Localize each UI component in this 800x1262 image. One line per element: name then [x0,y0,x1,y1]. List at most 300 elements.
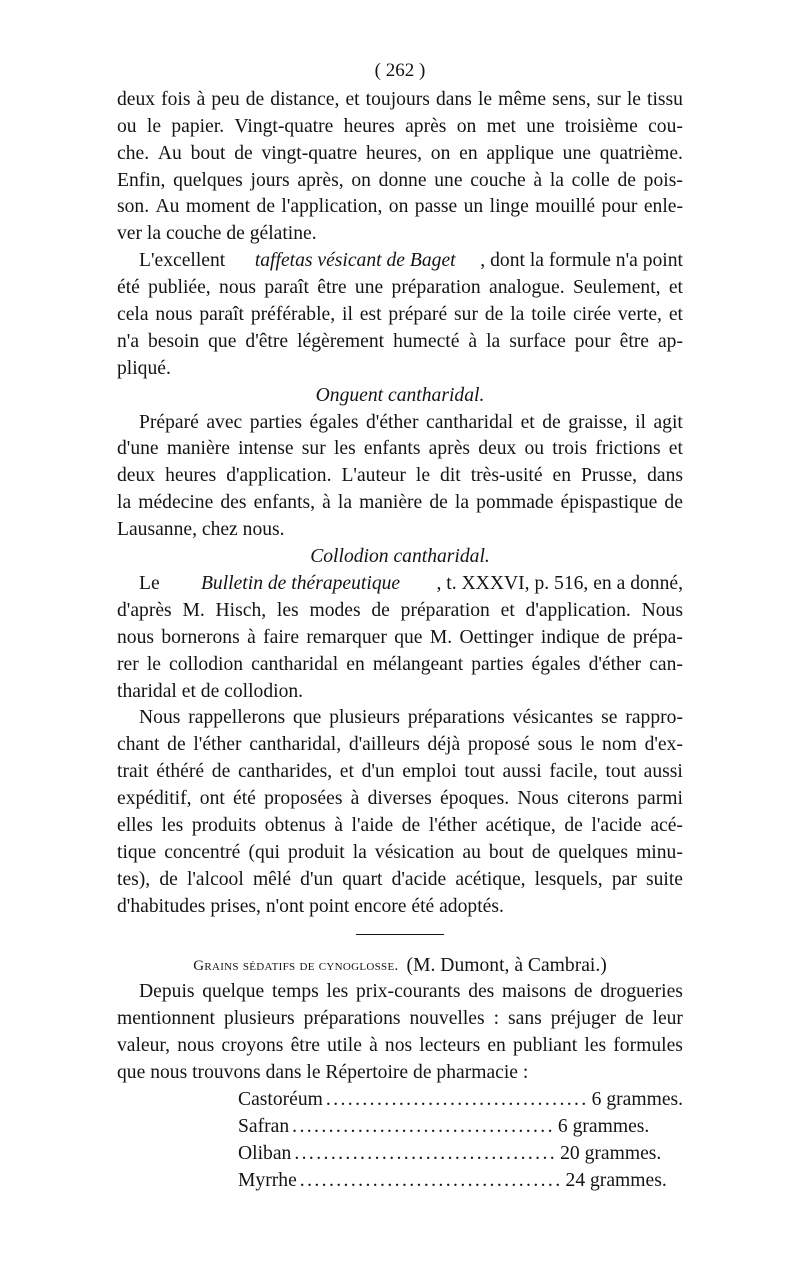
word: des [468,981,495,1003]
word: on [388,196,409,218]
word: et [345,88,360,110]
word: mouillé [535,196,596,218]
word: graisse, [568,411,628,433]
word: ont [199,788,225,810]
word: proposé [467,734,530,756]
word: Nous [517,788,559,810]
word: de [617,169,636,191]
word: deux [117,465,156,487]
italic-title: Bulletin de thérapeutique [200,572,401,594]
word: sans [508,1008,542,1030]
word: préjuger [550,1008,617,1030]
word: moment [185,196,251,218]
word: M. [429,626,453,648]
word: époques. [440,788,510,810]
word: heures [165,465,217,487]
word: faire [263,626,300,648]
leader-dots: .................................... [294,1142,558,1164]
word: mêlé [252,868,292,890]
word: une [562,142,591,164]
word: d'une [117,438,159,460]
word: paraît [199,304,244,326]
word: d'éther [366,411,419,433]
ingredient-quantity: 6 grammes. [591,1088,684,1110]
word: le [477,88,493,110]
word: paraît [264,277,309,299]
word: de [167,734,186,756]
text-line [117,490,683,517]
word: ou [524,438,545,460]
word: troisième [564,115,638,137]
word: la [117,492,132,514]
word: quatrième. [599,142,683,164]
word: aussi [643,761,683,783]
word: agit [653,411,683,433]
word: enfants, [253,492,316,514]
word: de [234,142,253,164]
word: publiée, [148,277,211,299]
heading-onguent-cantharidal: Onguent cantharidal. [315,384,485,406]
word: vésicantes [512,707,594,729]
word: avec [206,411,243,433]
word: leur [652,1008,683,1030]
word: : [493,1008,500,1030]
text-line [117,813,683,840]
word: expéditif, [117,788,192,810]
word: d'application. [226,465,332,487]
word: d'acide [391,868,447,890]
word: nos [384,1035,413,1057]
word: d'être [245,330,289,352]
word: cela [117,304,149,326]
ingredient-quantity: 20 grammes. [560,1142,662,1164]
word: chant [117,734,160,756]
word: d'après [117,599,172,621]
text-line [117,652,683,679]
word: trois [552,438,588,460]
word: acétique, [455,868,526,890]
word: analogue. [489,277,565,299]
recipe-row [238,1168,667,1195]
word: humecté [393,330,460,352]
word: de [573,981,593,1003]
word: de [256,196,276,218]
word: en [552,465,572,487]
leader-dots: .................................... [299,1169,563,1191]
word: d'un [300,868,334,890]
word: temps [271,981,319,1003]
word: que [394,626,423,648]
word: la [510,304,525,326]
text-line: Lausanne, chez nous. [117,519,285,541]
word: de [211,761,231,783]
word: colle [571,169,610,191]
word: pour [574,330,611,352]
text-line [117,1033,683,1060]
word: donne [378,169,427,191]
paragraph-onguent [117,410,683,544]
word: au [462,841,481,863]
word: Préparé [139,411,199,433]
text-line: que nous trouvons dans le Répertoire de pharmacie : [117,1062,529,1084]
word: se [601,707,618,729]
word: un [463,196,484,218]
word: la [337,492,353,514]
word: le [146,115,162,137]
word: suite [645,868,683,890]
text-line [117,329,683,356]
text-line [117,168,683,195]
word: can- [649,653,683,675]
word: heures, [365,142,423,164]
word: de [245,88,265,110]
word: aussi [502,761,542,783]
word: publiant [513,1035,578,1057]
text-line [117,410,683,437]
word: nous [117,626,155,648]
recipe-list [238,1087,684,1195]
word: mélangeant [372,653,464,675]
word: l'application, [281,196,383,218]
word: et [668,438,683,460]
word: Nous [139,707,181,729]
text-line [117,705,683,732]
word: pommade [476,492,554,514]
ingredient-name: Safran [238,1115,290,1137]
text-line [117,840,683,867]
word: toile [531,304,567,326]
word: quelques [173,169,243,191]
word: être [619,330,649,352]
word: de [564,814,583,836]
word: ou [117,115,137,137]
word: bornerons [161,626,240,648]
word: et [668,277,683,299]
word: est [359,304,382,326]
word: acé- [650,814,683,836]
word: déjà [427,734,461,756]
word: Nous [641,599,683,621]
word: il [342,304,353,326]
word: préparations [303,1008,401,1030]
text-line: pliqué. [117,357,171,379]
word: l'aide [351,814,394,836]
word: le [580,734,595,756]
word: intense [238,438,294,460]
word: obtenus [264,814,326,836]
word: égales [531,653,581,675]
text-line [117,436,683,463]
word: L'auteur [341,465,406,487]
word: croyons [221,1035,284,1057]
word: de [159,868,178,890]
word: d'éther [588,653,642,675]
word: épispastique [560,492,658,514]
word: on [430,142,451,164]
word: peu [211,88,240,110]
word: les [333,438,356,460]
word: après [428,438,471,460]
word: le [626,88,641,110]
word: deux [478,438,517,460]
word: tissu [647,88,683,110]
word: cantharidal, [249,734,342,756]
word: l'éther [428,814,477,836]
word: passe [414,196,458,218]
word: une [526,115,555,137]
word: jours [250,169,290,191]
text-line [117,571,683,598]
word: cantharidal [426,411,514,433]
word: Vingt-quatre [234,115,334,137]
word: diverses [367,788,432,810]
word: deux [117,88,156,110]
word: de [371,599,390,621]
word: par [611,868,637,890]
text-line [117,786,683,813]
heading-collodion-cantharidal: Collodion cantharidal. [310,546,490,568]
text-line [117,248,683,275]
text-line [117,598,683,625]
paragraph-collodion [117,571,683,705]
word: de [664,492,683,514]
word: et [668,304,683,326]
word: Depuis [139,981,195,1003]
word: après [405,115,447,137]
text-line [117,759,683,786]
word: valeur, [117,1035,171,1057]
word: et [339,761,354,783]
word: toujours [365,88,430,110]
word: (qui [248,841,280,863]
word: tout [464,761,495,783]
word: Seulement, [572,277,661,299]
word: il [635,411,646,433]
word: à [350,788,360,810]
word: la [454,492,470,514]
word: collodion [169,653,244,675]
word: de [531,841,551,863]
word: linge [489,196,529,218]
text-line [117,194,683,221]
text-line [117,302,683,329]
word: facile, [549,761,598,783]
word: surface [509,330,566,352]
word: acétique, [485,814,556,836]
word: cantharidal [251,653,339,675]
word: à [334,814,343,836]
word: d'application. [525,599,631,621]
section-attribution: (M. Dumont, à Cambrai.) [406,954,607,976]
word: parmi [637,788,683,810]
word: une [354,277,384,299]
text-line: d'habitudes prises, n'ont point encore été adoptés. [117,895,504,917]
word: parties [249,411,302,433]
word: on [351,169,371,191]
word: à [468,330,478,352]
word: utile [327,1035,362,1057]
text-line: ver la couche de gélatine. [117,223,317,245]
word: drogueries [600,981,683,1003]
word: de [401,814,421,836]
section-heading [117,953,683,980]
word: que [293,707,322,729]
word: sur [301,438,326,460]
word: et [520,411,535,433]
word: même [498,88,547,110]
word: légèrement [297,330,385,352]
word: applique [486,142,554,164]
word: bout [190,142,226,164]
paragraph-vesicant-preparations [117,705,683,920]
word: médecine [138,492,214,514]
text-line [117,979,683,1006]
word: éthéré [156,761,205,783]
word: manière [166,438,230,460]
word: bout [488,841,524,863]
text-line [117,625,683,652]
word: tique [117,841,157,863]
word: nous [155,304,193,326]
word: mentionnent [117,1008,215,1030]
text-line: tharidal et de collodion. [117,680,304,702]
word: sens, [552,88,591,110]
word: à [247,626,256,648]
text-line [117,463,683,490]
word: frictions [595,438,661,460]
word: de [542,411,561,433]
paragraph-gelatin-application [117,87,683,248]
ingredient-quantity: 24 grammes. [565,1169,667,1191]
recipe-row [238,1114,650,1141]
word: rer [117,653,139,675]
word: n'a [117,330,140,352]
word: besoin [148,330,200,352]
word: les [326,981,349,1003]
word: ap- [657,330,683,352]
word: heures [343,115,395,137]
word: à [533,169,543,191]
word: vingt-quatre [261,142,358,164]
italic-title: taffetas vésicant de Baget [254,250,456,272]
word: après, [297,169,344,191]
book-page [117,58,683,1195]
word: des [220,492,247,514]
word: à [369,1035,378,1057]
word: modes [309,599,361,621]
word: de [606,626,626,648]
word: sur [454,304,478,326]
word: une [434,169,463,191]
word: tes), [117,868,151,890]
word: proposées [264,788,343,810]
word: maisons [502,981,567,1003]
word: l'alcool [186,868,244,890]
text-run: L'excellent [139,250,231,272]
text-line [117,1006,683,1033]
word: et [500,599,515,621]
word: Au [155,196,180,218]
word: le [415,465,431,487]
word: minu- [636,841,683,863]
word: les [584,1035,607,1057]
word: dit [440,465,461,487]
page-number: ( 262 ) [374,60,426,81]
word: trait [117,761,149,783]
section-divider [356,934,444,935]
text-line [117,87,683,114]
word: égales [309,411,359,433]
word: être [290,1035,320,1057]
text-line [117,732,683,759]
word: Hisch, [215,599,267,621]
word: lesquels, [534,868,603,890]
word: vésication [374,841,455,863]
text-run: Le [139,572,165,594]
word: dans [647,465,683,487]
word: l'acide [591,814,642,836]
word: en [346,653,365,675]
word: distance, [270,88,340,110]
word: le [146,653,161,675]
section-title: Grains sédatifs de cynoglosse. [193,957,399,974]
word: produits [191,814,257,836]
word: manière [359,492,423,514]
word: Au [157,142,182,164]
word: papier. [171,115,225,137]
word: quelque [202,981,265,1003]
word: l'éther [193,734,242,756]
word: quart [342,868,383,890]
word: préparations [407,707,505,729]
word: Oettinger [459,626,534,648]
word: cou- [648,115,683,137]
word: de [429,492,448,514]
word: que [208,330,237,352]
word: sur [596,88,621,110]
word: la [549,169,564,191]
word: cirée [572,304,611,326]
word: nous [219,277,257,299]
leader-dots: .................................... [325,1088,589,1110]
word: préférable, [250,304,336,326]
ingredient-name: Myrrhe [238,1169,297,1191]
word: prépa- [632,626,683,648]
word: en [459,142,478,164]
text-line [117,867,683,894]
word: d'ailleurs [348,734,420,756]
word: indique [540,626,600,648]
word: d'un [361,761,395,783]
word: lecteurs [419,1035,481,1057]
word: che. [117,142,150,164]
word: Enfin, [117,169,166,191]
text-run: , dont la formule n'a point [480,250,683,272]
word: formules [613,1035,683,1057]
word: tout [605,761,636,783]
word: nous [177,1035,215,1057]
word: remarquer [306,626,387,648]
word: la [486,330,501,352]
word: les [276,599,299,621]
recipe-row [238,1141,662,1168]
recipe-row [238,1087,684,1114]
text-line [117,114,683,141]
word: son. [117,196,150,218]
word: la [352,841,367,863]
word: prix-courants [356,981,461,1003]
word: on [456,115,477,137]
